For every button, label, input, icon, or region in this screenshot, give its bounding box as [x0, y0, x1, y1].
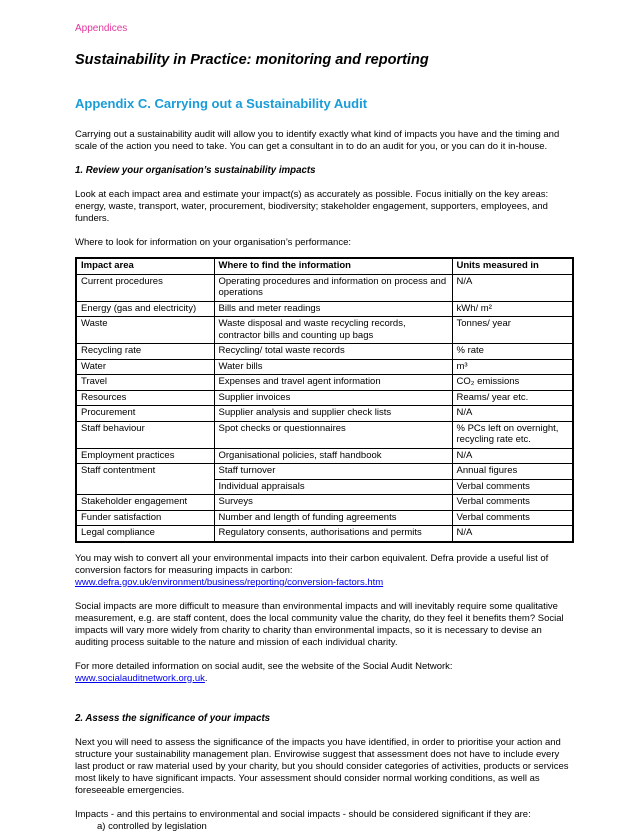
intro-paragraph: Carrying out a sustainability audit will allow you to identify exactly what kind of impacts you have and the timing and scale of the action you need to take. You can get a consultant in to do an audit for you, or you can do it in-house. [75, 129, 560, 152]
header-cell-units: Units measured in [452, 258, 573, 274]
cell-units: N/A [452, 448, 573, 464]
defra-link[interactable]: www.defra.gov.uk/environment/business/reporting/conversion-factors.htm [75, 576, 384, 588]
cell-where: Water bills [214, 359, 452, 375]
cell-units: N/A [452, 526, 573, 542]
cell-area: Energy (gas and electricity) [76, 301, 214, 317]
cell-units: N/A [452, 274, 573, 301]
cell-units: Tonnes/ year [452, 317, 573, 344]
cell-where: Expenses and travel agent information [214, 375, 452, 391]
cell-units: % PCs left on overnight, recycling rate etc. [452, 421, 573, 448]
cell-units: Verbal comments [452, 510, 573, 526]
table-lead-text: Where to look for information on your organisation’s performance: [75, 237, 351, 248]
cell-where: Operating procedures and information on process and operations [214, 274, 452, 301]
social-impacts-paragraph: Social impacts are more difficult to measure than environmental impacts and will inevitably require some qualitative measurement, e.g. are staff content, does the local community value the charity, do they feel it benefits them? Social impacts will vary more widely from charity to charity than environmental impacts, so it is necessary to devise an auditing process suitable to the nature and mission of each individual charity. [75, 600, 564, 648]
table-row [76, 390, 573, 406]
cell-units: CO₂ emissions [452, 375, 573, 391]
cell-units: Reams/ year etc. [452, 390, 573, 406]
cell-where: Organisational policies, staff handbook [214, 448, 452, 464]
carbon-paragraph: You may wish to convert all your environmental impacts into their carbon equivalent. Defra provide a useful list of conversion factors for measuring impacts in carbon: [75, 552, 549, 576]
step1-heading: 1. Review your organisation’s sustainability impacts [75, 165, 316, 176]
significance-lead: Impacts - and this pertains to environmental and social impacts - should be considered significant if they are: [75, 808, 531, 820]
appendix-c-heading: Appendix C. Carrying out a Sustainability Audit [75, 96, 368, 111]
cell-units: m³ [452, 359, 573, 375]
cell-where: Staff turnover [214, 464, 452, 480]
cell-area: Funder satisfaction [76, 510, 214, 526]
cell-where: Supplier invoices [214, 390, 452, 406]
list-item-a: a) controlled by legislation [97, 820, 207, 832]
table-row [76, 526, 573, 542]
table-row [76, 301, 573, 317]
cell-where: Waste disposal and waste recycling records, contractor bills and counting up bags [214, 317, 452, 344]
cell-units: Verbal comments [452, 495, 573, 511]
header-cell-where: Where to find the information [214, 258, 452, 274]
table-row [76, 421, 573, 448]
appendices-label: Appendices [75, 23, 128, 34]
table-row [76, 375, 573, 391]
cell-area: Travel [76, 375, 214, 391]
cell-units: % rate [452, 344, 573, 360]
cell-area: Resources [76, 390, 214, 406]
cell-area: Staff behaviour [76, 421, 214, 448]
cell-units: N/A [452, 406, 573, 422]
cell-area: Current procedures [76, 274, 214, 301]
table-row [76, 406, 573, 422]
social-audit-paragraph: For more detailed information on social audit, see the website of the Social Audit Network: [75, 660, 453, 672]
step1-paragraph: Look at each impact area and estimate your impact(s) as accurately as possible. Focus initially on the key areas: energy, waste, transport, water, procurement, biodiversity; stakeholder engagement, supporters, employees, and funders. [75, 189, 549, 224]
performance-table [75, 257, 574, 543]
cell-area: Procurement [76, 406, 214, 422]
cell-where: Individual appraisals [214, 479, 452, 495]
table-row [76, 317, 573, 344]
cell-where: Regulatory consents, authorisations and permits [214, 526, 452, 542]
cell-where: Recycling/ total waste records [214, 344, 452, 360]
step2-paragraph: Next you will need to assess the significance of the impacts you have identified, in order to prioritise your action and structure your sustainability management plan. Envirowise suggest that assessment does not have to include every last product or raw material used by your charity, but you should consider categories of activities, products or services most likely to have significant impacts. Your assessment should consider normal working conditions, as well as foreseeable emergencies. [75, 736, 569, 796]
cell-area: Waste [76, 317, 214, 344]
cell-area: Staff contentment [76, 464, 214, 495]
link-suffix: . [204, 672, 208, 684]
social-audit-network-link[interactable]: www.socialauditnetwork.org.uk [75, 672, 205, 684]
cell-units: Verbal comments [452, 479, 573, 495]
table-row [76, 274, 573, 301]
cell-where: Bills and meter readings [214, 301, 452, 317]
cell-area: Legal compliance [76, 526, 214, 542]
defra-link-line [75, 577, 573, 589]
social-audit-link-line [75, 673, 573, 685]
table-row [76, 464, 573, 480]
table-row [76, 510, 573, 526]
cell-where: Surveys [214, 495, 452, 511]
cell-units: kWh/ m² [452, 301, 573, 317]
cell-where: Supplier analysis and supplier check lists [214, 406, 452, 422]
cell-area: Employment practices [76, 448, 214, 464]
table-row [76, 495, 573, 511]
cell-area: Water [76, 359, 214, 375]
step2-heading: 2. Assess the significance of your impacts [75, 712, 271, 724]
table-row [76, 359, 573, 375]
cell-area: Stakeholder engagement [76, 495, 214, 511]
table-row [76, 344, 573, 360]
cell-where: Number and length of funding agreements [214, 510, 452, 526]
header-cell-impact-area: Impact area [76, 258, 214, 274]
cell-units: Annual figures [452, 464, 573, 480]
table-header-row [76, 258, 573, 274]
cell-where: Spot checks or questionnaires [214, 421, 452, 448]
document-title: Sustainability in Practice: monitoring and reporting [75, 52, 429, 68]
table-row [76, 448, 573, 464]
cell-area: Recycling rate [76, 344, 214, 360]
